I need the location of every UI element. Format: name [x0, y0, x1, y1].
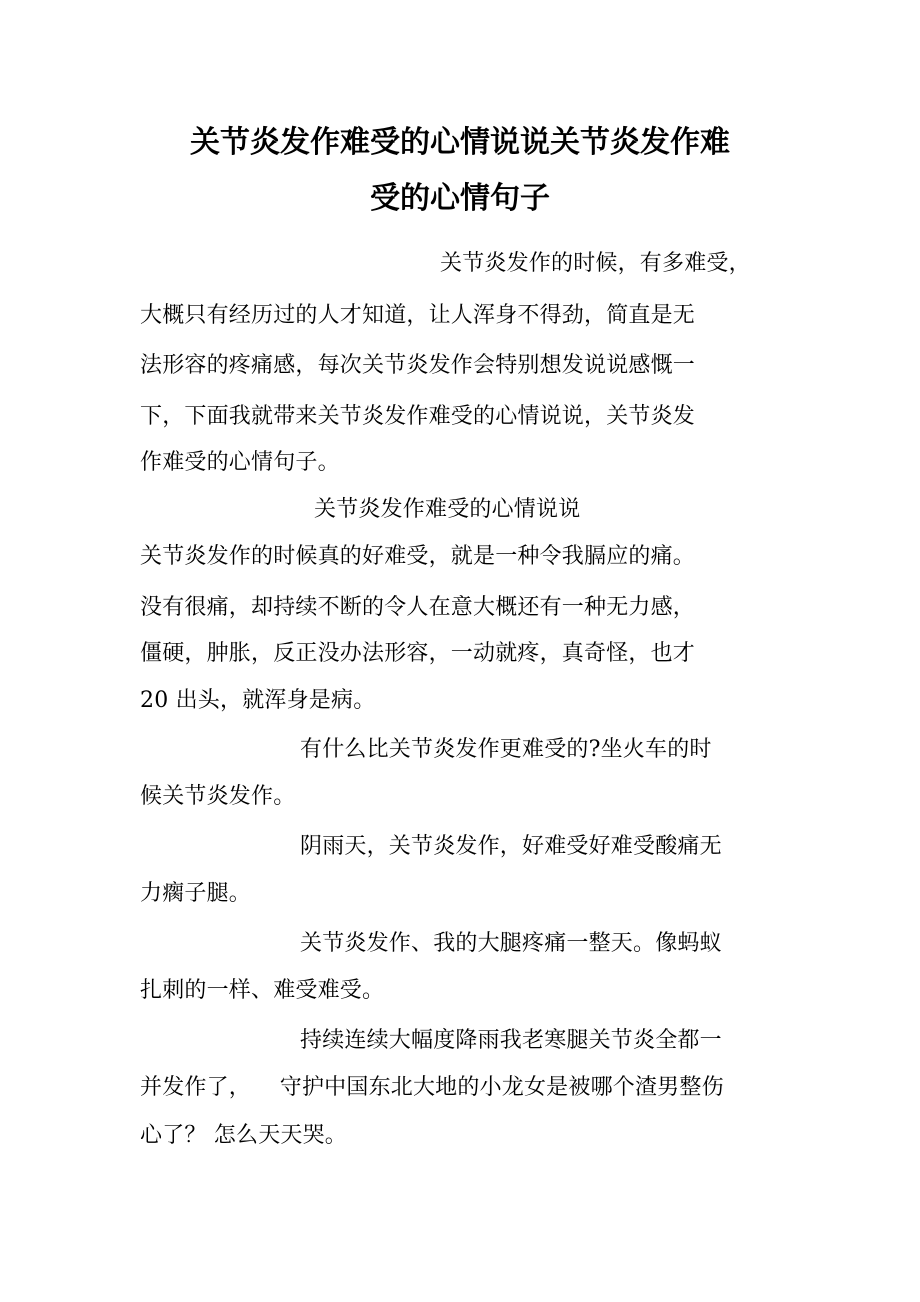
para3-line-2: 力瘸子腿。	[140, 881, 252, 906]
document-title-line-1: 关节炎发作难受的心情说说关节炎发作难	[190, 125, 730, 160]
para1-line-4: 20 出头，就浑身是病。	[140, 688, 376, 713]
para1-line-2: 没有很痛，却持续不断的令人在意大概还有一种无力感，	[140, 595, 696, 620]
intro-line-1: 关节炎发作的时候，有多难受，	[440, 251, 751, 276]
para1-line-1: 关节炎发作的时候真的好难受，就是一种令我膈应的痛。	[140, 544, 696, 569]
para1-line-3: 僵硬，肿胀，反正没办法形容，一动就疼，真奇怪，也才	[140, 641, 696, 666]
para2-line-1: 有什么比关节炎发作更难受的?坐火车的时	[300, 737, 712, 762]
intro-line-4: 下，下面我就带来关节炎发作难受的心情说说，关节炎发	[140, 404, 696, 429]
intro-line-3: 法形容的疼痛感，每次关节炎发作会特别想发说说感慨一	[140, 353, 696, 378]
document-title-line-2: 受的心情句子	[370, 181, 550, 216]
para4-line-2: 扎刺的一样、难受难受。	[140, 978, 385, 1003]
para5-line-1: 持续连续大幅度降雨我老寒腿关节炎全都一	[300, 1028, 722, 1053]
para2-line-2: 候关节炎发作。	[140, 784, 296, 809]
para5-line-2: 并发作了， 守护中国东北大地的小龙女是被哪个渣男整伤	[140, 1075, 724, 1100]
intro-line-2: 大概只有经历过的人才知道，让人浑身不得劲，简直是无	[140, 303, 696, 328]
para3-line-1: 阴雨天，关节炎发作，好难受好难受酸痛无	[300, 834, 722, 859]
para5-line-3: 心了？ 怎么天天哭。	[140, 1123, 347, 1148]
para4-line-1: 关节炎发作、我的大腿疼痛一整天。像蚂蚁	[300, 931, 722, 956]
section-heading: 关节炎发作难受的心情说说	[314, 497, 581, 522]
intro-line-5: 作难受的心情句子。	[140, 450, 340, 475]
